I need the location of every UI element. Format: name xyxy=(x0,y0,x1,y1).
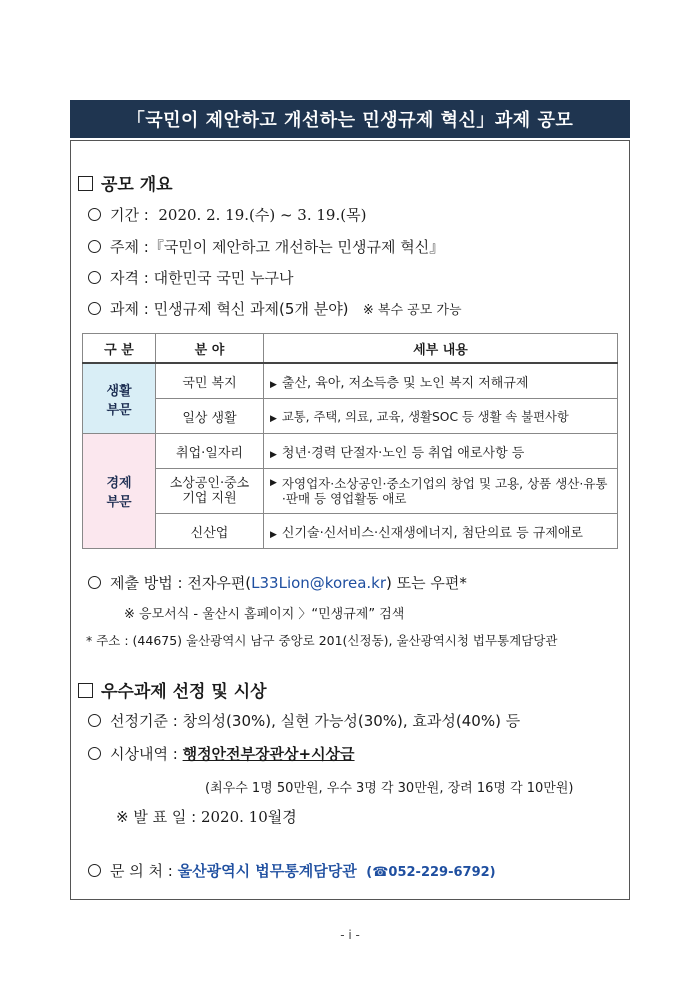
detail-cell: ▶ 자영업자·소상공인·중소기업의 창업 및 고용, 상품 생산·유통·판매 등 영업활동 애로 xyxy=(264,469,618,514)
contact-row xyxy=(88,860,496,881)
theme-value: 『국민이 제안하고 개선하는 민생규제 혁신』 xyxy=(148,238,445,256)
triangle-bullet-icon: ▶ xyxy=(270,529,277,540)
eligibility-value: 대한민국 국민 누구나 xyxy=(153,269,294,287)
email-link[interactable]: L33Lion@korea.kr xyxy=(251,574,387,592)
announce-label: ※ 발 표 일 : xyxy=(116,808,197,826)
prize-detail: (최우수 1명 50만원, 우수 3명 각 30만원, 장려 16명 각 10만원) xyxy=(205,781,574,796)
task-row xyxy=(88,298,462,319)
document-title: 「국민이 제안하고 개선하는 민생규제 혁신」과제 공모 xyxy=(70,100,630,138)
detail-cell: ▶ 청년·경력 단절자·노인 등 취업 애로사항 등 xyxy=(264,434,618,469)
period-row xyxy=(88,204,366,225)
bullet-circle-icon xyxy=(88,208,101,221)
contact-label: 문 의 처 : xyxy=(110,862,173,880)
checkbox-icon xyxy=(78,176,93,191)
area-cell: 취업·일자리 xyxy=(156,434,264,469)
announce-value: 2020. 10월경 xyxy=(200,808,297,826)
theme-row xyxy=(88,236,444,257)
area-cell: 소상공인·중소 기업 지원 xyxy=(156,469,264,514)
table-row xyxy=(83,469,618,514)
task-label: 과제 : xyxy=(110,300,149,318)
eligibility-label: 자격 : xyxy=(110,269,149,287)
criteria-label: 선정기준 : xyxy=(110,712,178,730)
area-cell: 신산업 xyxy=(156,514,264,549)
triangle-bullet-icon: ▶ xyxy=(270,478,277,488)
triangle-bullet-icon: ▶ xyxy=(270,379,277,390)
header-category: 구 분 xyxy=(83,334,156,364)
bullet-circle-icon xyxy=(88,302,101,315)
contact-value: 울산광역시 법무통계담당관 xyxy=(177,862,357,880)
prize-value: 행정안전부장관상+시상금 xyxy=(182,745,355,763)
table-header-row xyxy=(83,334,618,364)
checkbox-icon xyxy=(78,683,93,698)
form-note: ※ 응모서식 - 울산시 홈페이지 〉“민생규제” 검색 xyxy=(124,607,405,622)
period-value: 2020. 2. 19.(수) ~ 3. 19.(목) xyxy=(158,206,367,224)
criteria-value: 창의성(30%), 실현 가능성(30%), 효과성(40%) 등 xyxy=(182,712,521,730)
submission-row: 제출 방법 : 전자우편(L33Lion@korea.kr) 또는 우편* xyxy=(88,572,467,593)
announce-row xyxy=(116,806,297,827)
triangle-bullet-icon: ▶ xyxy=(270,414,277,424)
bullet-circle-icon xyxy=(88,747,101,760)
table-row xyxy=(83,434,618,469)
theme-label: 주제 : xyxy=(110,238,149,256)
area-cell: 국민 복지 xyxy=(156,363,264,399)
bullet-circle-icon xyxy=(88,576,101,589)
bullet-circle-icon xyxy=(88,271,101,284)
detail-cell: ▶ 교통, 주택, 의료, 교육, 생활SOC 등 생활 속 불편사항 xyxy=(264,399,618,434)
bullet-circle-icon xyxy=(88,240,101,253)
prize-label: 시상내역 : xyxy=(110,745,178,763)
awards-heading: 우수과제 선정 및 시상 xyxy=(78,677,267,702)
detail-cell: ▶ 신기술·신서비스·신재생에너지, 첨단의료 등 규제애로 xyxy=(264,514,618,549)
triangle-bullet-icon: ▶ xyxy=(270,449,277,460)
fields-table xyxy=(82,333,618,549)
submission-label: 제출 방법 : xyxy=(110,574,183,592)
period-label: 기간 : xyxy=(110,206,149,224)
eligibility-row xyxy=(88,267,294,288)
table-row xyxy=(83,399,618,434)
area-cell: 일상 생활 xyxy=(156,399,264,434)
bullet-circle-icon xyxy=(88,714,101,727)
detail-cell: ▶ 출산, 육아, 저소득층 및 노인 복지 저해규제 xyxy=(264,363,618,399)
task-value: 민생규제 혁신 과제(5개 분야) xyxy=(153,300,349,318)
prize-row xyxy=(88,743,355,764)
task-note: ※ 복수 공모 가능 xyxy=(362,303,462,318)
criteria-row xyxy=(88,710,520,731)
contact-phone[interactable]: (☎052-229-6792) xyxy=(366,865,496,880)
bullet-circle-icon xyxy=(88,864,101,877)
header-detail: 세부 내용 xyxy=(264,334,618,364)
category-life: 생활 부문 xyxy=(83,363,156,434)
header-area: 분 야 xyxy=(156,334,264,364)
table-row xyxy=(83,514,618,549)
overview-heading: 공모 개요 xyxy=(78,170,173,195)
address-note: * 주소 : (44675) 울산광역시 남구 중앙로 201(신정동), 울산광역시청 법무통계담당관 xyxy=(86,633,558,648)
table-row xyxy=(83,363,618,399)
category-economy: 경제 부문 xyxy=(83,434,156,549)
page-number: - i - xyxy=(340,928,360,942)
